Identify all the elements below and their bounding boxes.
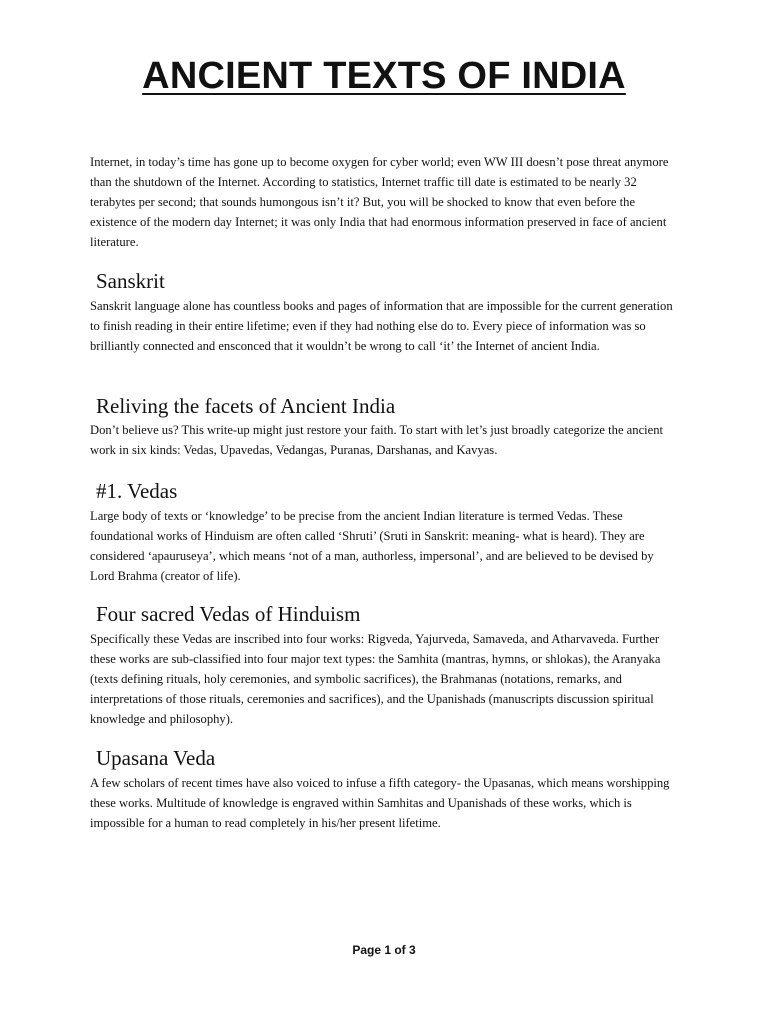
section-heading-vedas: #1. Vedas [96,479,178,503]
section-text-reliving: Don’t believe us? This write-up might just restore your faith. To start with let’s just broadly categorize the ancient work in six kinds: Vedas, Upavedas, Vedangas, Puranas, Darshanas, and Kavyas. [90,423,664,457]
section-text-vedas: Large body of texts or ‘knowledge’ to be precise from the ancient Indian literature is termed Vedas. These foundational works of Hinduism are often called ‘Shruti’ (Sruti in Sanskrit: meaning- what is heard). They are considered ‘apauruseya’, which means ‘not of a man, authorless, impersonal’, and are believed to be devised by Lord Brahma (creator of life). [90,509,654,583]
page-title: ANCIENT TEXTS OF INDIA [142,55,626,97]
section-text-upasana: A few scholars of recent times have also voiced to infuse a fifth category- the Upasanas, which means worshipping these works. Multitude of knowledge is engraved within Samhitas and Upanishads of these works, which is impossible for a human to read completely in his/her present lifetime. [90,776,670,830]
page-number: Page 1 of 3 [352,943,416,957]
section-text-four-vedas: Specifically these Vedas are inscribed into four works: Rigveda, Yajurveda, Samaveda, and Atharvaveda. Further these works are sub-classified into four major text types: the Samhita (mantras, hymns, or shlokas), the Aranyaka (texts defining rituals, holy ceremonies, and symbolic sacrifices), the Brahmanas (notations, remarks, and interpretations of those rituals, ceremonies and sacrifices), and the Upanishads (manuscripts discussion spiritual knowledge and philosophy). [90,632,661,726]
intro-paragraph: Internet, in today’s time has gone up to become oxygen for cyber world; even WW III doesn’t pose threat anymore than the shutdown of the Internet. According to statistics, Internet traffic till date is estimated to be nearly 32 terabytes per second; that sounds humongous isn’t it? But, you will be shocked to know that even before the existence of the modern day Internet; it was only India that had enormous information preserved in face of ancient literature. [90,155,669,249]
section-heading-reliving: Reliving the facets of Ancient India [96,394,396,418]
section-heading-upasana: Upasana Veda [96,746,216,770]
section-text-sanskrit: Sanskrit language alone has countless books and pages of information that are impossible for the current generation to finish reading in their entire lifetime; even if they had nothing else do to. Every piece of information was so brilliantly connected and ensconced that it wouldn’t be wrong to call ‘it’ the Internet of ancient India. [90,299,673,353]
section-heading-four-vedas: Four sacred Vedas of Hinduism [96,602,361,626]
section-heading-sanskrit: Sanskrit [96,269,165,293]
